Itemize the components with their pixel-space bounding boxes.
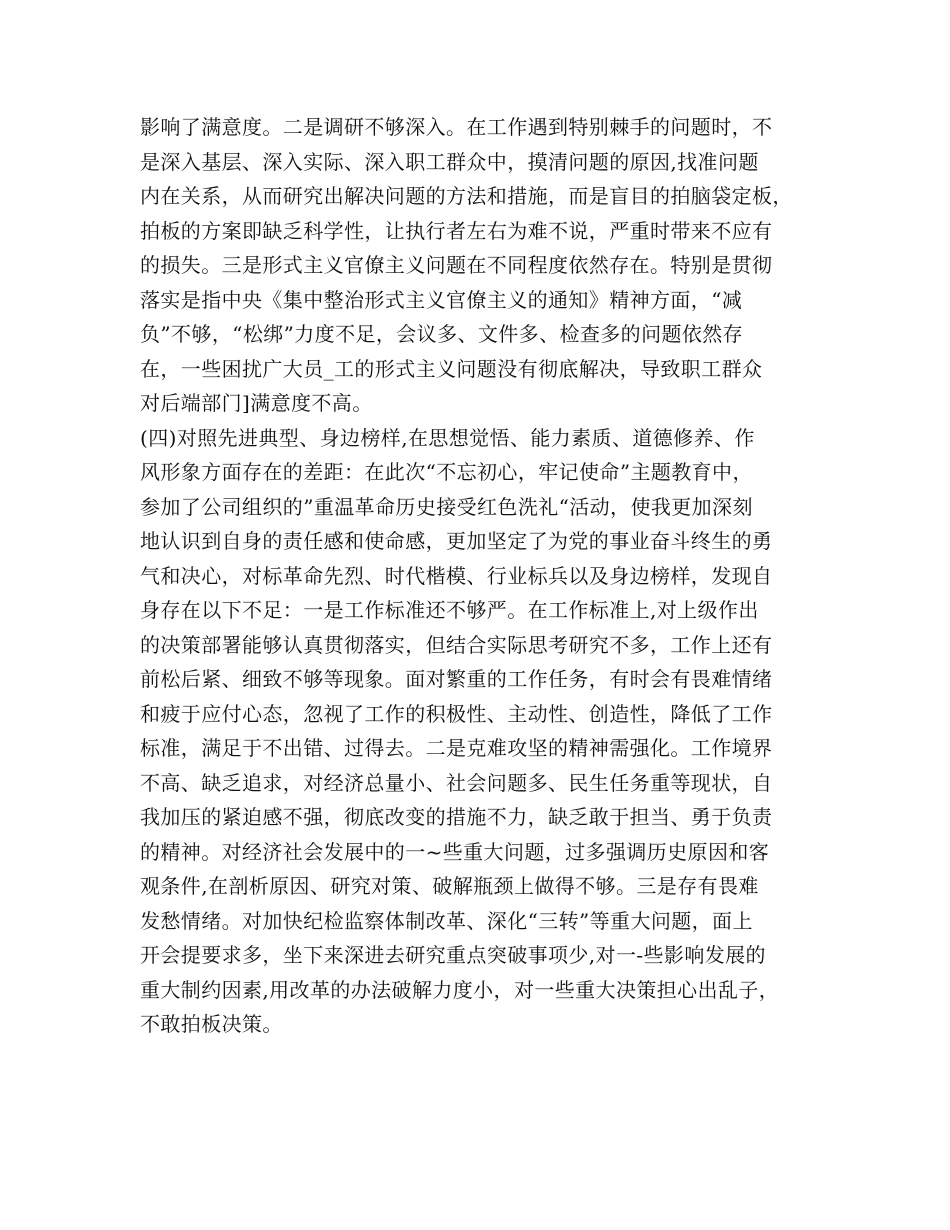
- text-line: 标准，满足于不出错、过得去。二是克难攻坚的精神需强化。工作境界: [140, 736, 773, 760]
- text-line: 和疲于应付心态，忽视了工作的积极性、主动性、创造性，降低了工作: [140, 701, 773, 726]
- text-line: 的精神。对经济社会发展中的一~些重大问题，过多强调历史原因和客: [140, 839, 770, 864]
- text-line: 的损失。三是形式主义官僚主义问题在不同程度依然存在。特别是贯彻: [140, 253, 773, 277]
- text-line: 观条件,在剖析原因、研究对策、破解瓶颈上做得不够。三是存有畏难: [140, 874, 759, 898]
- text-line: 参加了公司组织的”重温革命历史接受红色洗礼“活动，使我更加深刻: [140, 494, 753, 519]
- text-line: 是深入基层、深入实际、深入职工群众中，摸清问题的原因,找准问题: [140, 149, 759, 174]
- text-line: 在，一些困扰广大员_工的形式主义问题没有彻底解决，导致职工群众: [140, 356, 763, 381]
- text-line: 风形象方面存在的差距：在此次“不忘初心，牢记使命”主题教育中，: [140, 460, 753, 484]
- text-line: 负”不够，“松绑”力度不足，会议多、文件多、检查多的问题依然存: [140, 322, 744, 346]
- text-line: 影响了满意度。二是调研不够深入。在工作遇到特别棘手的问题时，不: [140, 115, 773, 139]
- text-line: 的决策部署能够认真贯彻落实，但结合实际思考研究不多，工作上还有: [140, 632, 773, 657]
- text-line: 身存在以下不足：一是工作标准还不够严。在工作标准上,对上级作出: [140, 598, 759, 622]
- body-text: [140, 110, 840, 1042]
- text-line: 拍板的方案即缺乏科学性，让执行者左右为难不说，严重时带来不应有: [140, 218, 773, 243]
- section-heading-line: (四)对照先进典型、身边榜样,在思想觉悟、能力素质、道德修养、作: [140, 425, 755, 450]
- text-line: 地认识到自身的责任感和使命感，更加坚定了为党的事业奋斗终生的勇: [140, 529, 773, 553]
- text-line: 重大制约因素,用改革的办法破解力度小，对一些重大决策担心出乱子，: [140, 977, 780, 1002]
- text-line: 落实是指中央《集中整治形式主义官僚主义的通知》精神方面，“减: [140, 287, 743, 312]
- text-line: 开会提要求多，坐下来深进去研究重点突破事项少,对一-些影响发展的: [140, 943, 766, 967]
- text-line: 发愁情绪。对加快纪检监察体制改革、深化“三转”等重大问题，面上: [140, 908, 753, 933]
- text-line: 内在关系，从而研究出解决问题的方法和措施，而是盲目的拍脑袋定板，: [140, 184, 793, 208]
- text-line: 我加压的紧迫感不强，彻底改变的措施不力，缺乏敢于担当、勇于负责: [140, 805, 773, 829]
- text-line: 不高、缺乏追求，对经济总量小、社会问题多、民生任务重等现状，自: [140, 770, 773, 795]
- text-line: 气和决心，对标革命先烈、时代楷模、行业标兵以及身边榜样，发现自: [140, 563, 773, 588]
- text-line: 对后端部门]满意度不高。: [140, 391, 373, 415]
- text-line: 前松后紧、细致不够等现象。面对繁重的工作任务，有时会有畏难情绪: [140, 667, 773, 691]
- text-line: 不敢拍板决策。: [140, 1012, 283, 1036]
